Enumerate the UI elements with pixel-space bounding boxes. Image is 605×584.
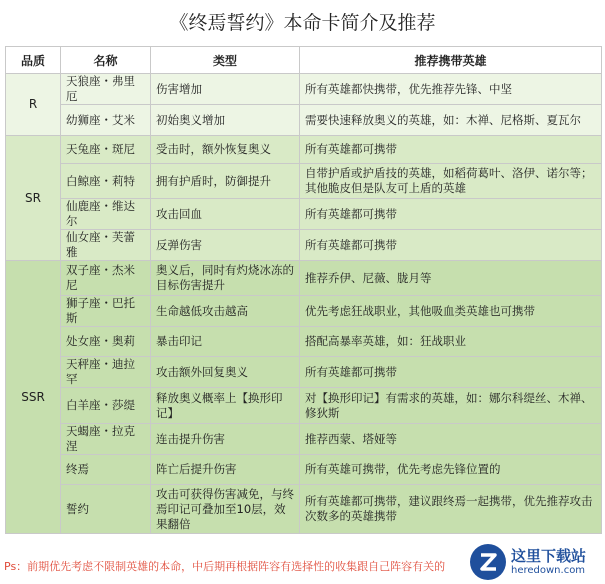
table-row xyxy=(6,199,602,230)
table-row xyxy=(6,261,602,296)
table-row xyxy=(6,164,602,199)
hero-cell: 推荐乔伊、尼薇、胧月等 xyxy=(300,261,602,296)
hero-cell: 自带护盾或护盾技的英雄，如稻荷葛叶、洛伊、诺尔等；其他脆皮但是队友可上盾的英雄 xyxy=(300,164,602,199)
hero-cell: 所有英雄可携带，优先考虑先锋位置的 xyxy=(300,455,602,485)
hero-cell: 所有英雄都可携带 xyxy=(300,230,602,261)
hero-cell: 搭配高暴率英雄，如：狂战职业 xyxy=(300,327,602,357)
table-row xyxy=(6,357,602,388)
card-type-cell: 攻击可获得伤害减免，与终焉印记可叠加至10层，效果翻倍 xyxy=(151,485,300,534)
table-row xyxy=(6,424,602,455)
card-type-cell: 初始奥义增加 xyxy=(151,105,300,136)
table-row xyxy=(6,455,602,485)
table-header-row xyxy=(6,47,602,74)
table-row xyxy=(6,136,602,164)
card-name-cell: 天秤座・迪拉罕 xyxy=(61,357,151,388)
card-type-cell: 伤害增加 xyxy=(151,74,300,105)
card-type-cell: 暴击印记 xyxy=(151,327,300,357)
table-row xyxy=(6,296,602,327)
card-table xyxy=(5,46,602,534)
table-row xyxy=(6,327,602,357)
hero-cell: 所有英雄都可携带 xyxy=(300,199,602,230)
card-type-cell: 奥义后，同时有灼烧冰冻的目标伤害提升 xyxy=(151,261,300,296)
card-type-cell: 拥有护盾时，防御提升 xyxy=(151,164,300,199)
card-name-cell: 誓约 xyxy=(61,485,151,534)
quality-cell: SSR xyxy=(6,261,61,534)
card-type-cell: 攻击回血 xyxy=(151,199,300,230)
footer-note: Ps：前期优先考虑不限制英雄的本命，中后期再根据阵容有选择性的收集跟自己阵容有关的 xyxy=(4,560,446,573)
logo-z-icon xyxy=(470,544,506,580)
card-name-cell: 仙鹿座・维达尔 xyxy=(61,199,151,230)
card-type-cell: 生命越低攻击越高 xyxy=(151,296,300,327)
hero-cell: 所有英雄都快携带，优先推荐先锋、中坚 xyxy=(300,74,602,105)
card-name-cell: 白鲸座・莉特 xyxy=(61,164,151,199)
table-row xyxy=(6,74,602,105)
card-name-cell: 幼狮座・艾米 xyxy=(61,105,151,136)
quality-cell: R xyxy=(6,74,61,136)
quality-cell: SR xyxy=(6,136,61,261)
hero-cell: 所有英雄都可携带 xyxy=(300,136,602,164)
table-row xyxy=(6,105,602,136)
site-logo xyxy=(470,542,604,582)
card-name-cell: 天狼座・弗里厄 xyxy=(61,74,151,105)
card-name-cell: 双子座・杰米尼 xyxy=(61,261,151,296)
header-type: 类型 xyxy=(151,47,300,74)
hero-cell: 推荐西蒙、塔娅等 xyxy=(300,424,602,455)
table-row xyxy=(6,485,602,534)
hero-cell: 对【换形印记】有需求的英雄，如：娜尔科缇丝、木禅、修狄斯 xyxy=(300,388,602,424)
card-type-cell: 连击提升伤害 xyxy=(151,424,300,455)
card-type-cell: 反弹伤害 xyxy=(151,230,300,261)
card-name-cell: 狮子座・巴托斯 xyxy=(61,296,151,327)
table-row xyxy=(6,230,602,261)
logo-cn-text: 这里下载站 xyxy=(511,547,587,565)
card-name-cell: 处女座・奥莉 xyxy=(61,327,151,357)
header-hero: 推荐携带英雄 xyxy=(300,47,602,74)
header-quality: 品质 xyxy=(6,47,61,74)
card-name-cell: 终焉 xyxy=(61,455,151,485)
header-name: 名称 xyxy=(61,47,151,74)
table-row xyxy=(6,388,602,424)
hero-cell: 需要快速释放奥义的英雄，如：木禅、尼格斯、夏瓦尔 xyxy=(300,105,602,136)
hero-cell: 所有英雄都可携带 xyxy=(300,357,602,388)
card-name-cell: 天兔座・斑尼 xyxy=(61,136,151,164)
hero-cell: 优先考虑狂战职业，其他吸血类英雄也可携带 xyxy=(300,296,602,327)
page-title: 《终焉誓约》本命卡简介及推荐 xyxy=(169,12,436,34)
card-type-cell: 受击时，额外恢复奥义 xyxy=(151,136,300,164)
card-type-cell: 阵亡后提升伤害 xyxy=(151,455,300,485)
card-type-cell: 释放奥义概率上【换形印记】 xyxy=(151,388,300,424)
logo-en-text: heredown.com xyxy=(511,565,586,576)
card-name-cell: 仙女座・芙蕾雅 xyxy=(61,230,151,261)
card-type-cell: 攻击额外回复奥义 xyxy=(151,357,300,388)
card-name-cell: 白羊座・莎缇 xyxy=(61,388,151,424)
card-name-cell: 天蝎座・拉克涅 xyxy=(61,424,151,455)
hero-cell: 所有英雄都可携带，建议跟终焉一起携带，优先推荐攻击次数多的英雄携带 xyxy=(300,485,602,534)
